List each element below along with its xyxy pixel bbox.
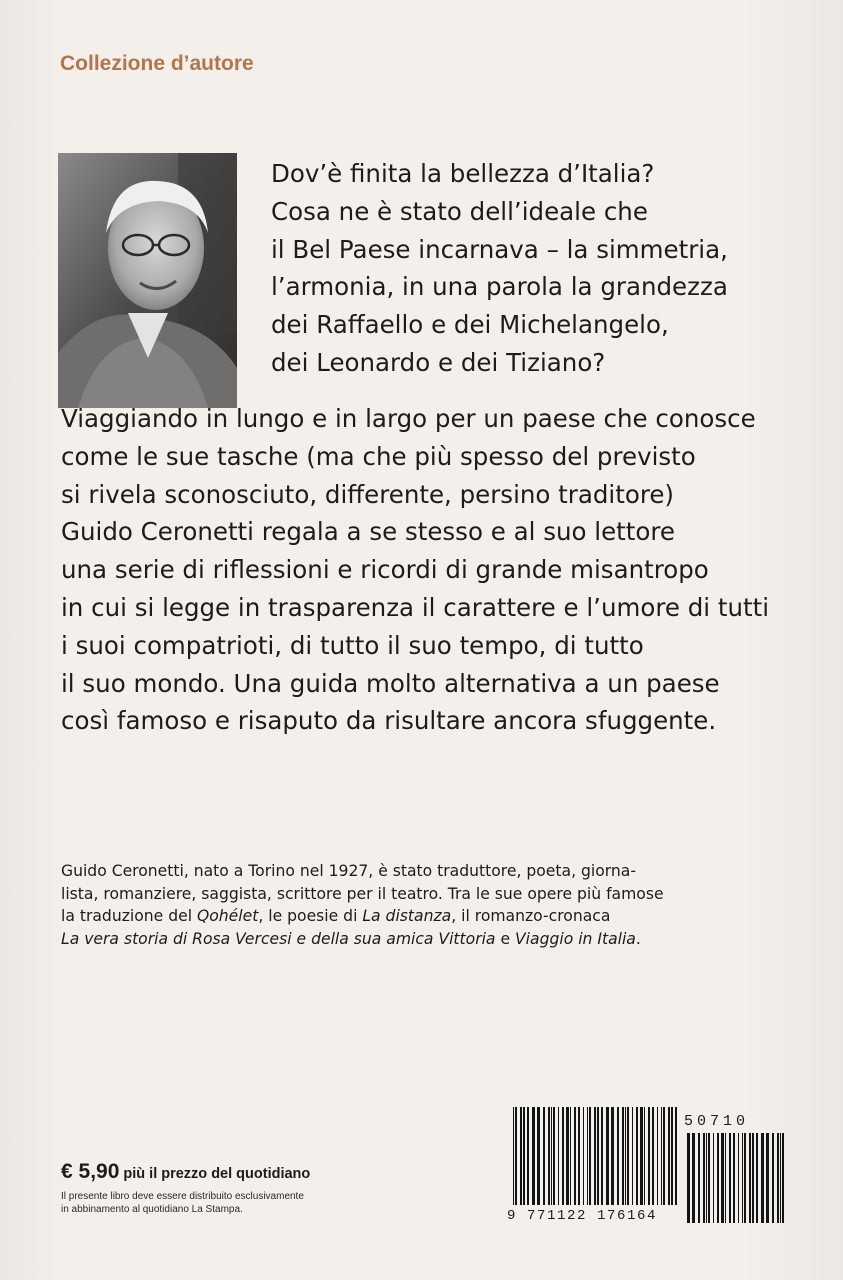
barcode-addon-bar [698, 1133, 700, 1223]
book-title-la-distanza: La distanza [362, 907, 452, 925]
barcode-bar [606, 1107, 609, 1205]
barcode-bar [583, 1107, 584, 1205]
barcode-bar [640, 1107, 643, 1205]
barcode-bar [663, 1107, 665, 1205]
barcode-bar [632, 1107, 633, 1205]
description-line: si rivela sconosciuto, differente, persino traditore) [61, 479, 674, 509]
barcode-bar [644, 1107, 645, 1205]
barcode-addon-bar [733, 1133, 735, 1223]
barcode-addon-bar [752, 1133, 754, 1223]
intro-line: dei Raffaello e dei Michelangelo, [271, 310, 669, 340]
barcode-bar [627, 1107, 629, 1205]
barcode-bar [548, 1107, 550, 1205]
barcode-addon-number: 50710 [684, 1113, 750, 1130]
barcode-bar [523, 1107, 525, 1205]
barcode-bar [668, 1107, 670, 1205]
description-line: una serie di riflessioni e ricordi di grande misantropo [61, 555, 709, 585]
barcode-bar [597, 1107, 599, 1205]
author-photo [58, 153, 237, 408]
barcode-addon-bar [744, 1133, 746, 1223]
intro-line: Cosa ne è stato dell’ideale che [271, 196, 648, 226]
barcode-addon-bar [742, 1133, 743, 1223]
barcode-bar [657, 1107, 658, 1205]
price-amount: € 5,90 [61, 1160, 120, 1183]
barcode-addon-bar [687, 1133, 690, 1223]
barcode-bar [578, 1107, 580, 1205]
barcode-bar [617, 1107, 619, 1205]
bio-text: , le poesie di [258, 907, 363, 925]
barcode-addon-bar [725, 1133, 726, 1223]
description-line: così famoso e risaputo da risultare ancora sfuggente. [61, 706, 717, 736]
barcode-bar [566, 1107, 569, 1205]
barcode-bar [515, 1107, 517, 1205]
barcode-addon-bar [708, 1133, 710, 1223]
barcode-bar [574, 1107, 576, 1205]
intro-line: Dov’è finita la bellezza d’Italia? [271, 159, 655, 188]
bio-text: , il romanzo-cronaca [451, 907, 611, 925]
bio-line [61, 905, 781, 928]
barcode-bar [652, 1107, 654, 1205]
barcode-bar [520, 1107, 522, 1205]
barcode-addon-bar [738, 1133, 739, 1223]
barcode-bar [532, 1107, 535, 1205]
series-label: Collezione d’autore [60, 52, 254, 75]
bio-line: Guido Ceronetti, nato a Torino nel 1927, è stato traduttore, poeta, giorna- [61, 862, 636, 880]
barcode-ean-number: 9 771122 176164 [507, 1208, 658, 1224]
price-line [61, 1160, 310, 1184]
bio-text: e [495, 929, 516, 948]
barcode-addon-bar [772, 1133, 774, 1223]
book-title-viaggio-in-italia: Viaggio in Italia [515, 929, 636, 948]
barcode-addon-bar [729, 1133, 731, 1223]
description-text [61, 400, 801, 740]
barcode-addon-bar [777, 1133, 779, 1223]
barcode-bar [611, 1107, 614, 1205]
barcode-addon-bar [756, 1133, 758, 1223]
barcode-bar [537, 1107, 540, 1205]
description-line: come le sue tasche (ma che più spesso del previsto [61, 441, 696, 471]
intro-line: dei Leonardo e dei Tiziano? [271, 347, 606, 377]
barcode-bar [589, 1107, 591, 1205]
barcode-addon-bar [782, 1133, 784, 1223]
intro-line: l’armonia, in una parola la grandezza [271, 272, 728, 302]
barcode-bar [594, 1107, 596, 1205]
barcode-bar [553, 1107, 555, 1205]
barcode-bar [513, 1107, 514, 1205]
barcode-bar [562, 1107, 564, 1205]
barcode-bar [636, 1107, 638, 1205]
description-line: in cui si legge in trasparenza il carattere e l’umore di tutti [61, 592, 770, 622]
barcode-bar [622, 1107, 624, 1205]
barcode-bar [675, 1107, 677, 1205]
barcode-addon-bar [692, 1133, 695, 1223]
author-bio [61, 860, 781, 950]
note-line: Il presente libro deve essere distribuito esclusivamente [61, 1191, 304, 1202]
bio-text: . [635, 929, 641, 948]
barcode-bar [661, 1107, 662, 1205]
intro-line: il Bel Paese incarnava – la simmetria, [271, 234, 728, 264]
barcode-addon-bar [717, 1133, 719, 1223]
author-portrait-image [58, 153, 237, 408]
barcode-addon-bar [761, 1133, 764, 1223]
barcode-bar [570, 1107, 571, 1205]
barcode-addon-bar [713, 1133, 714, 1223]
barcode-addon-bar [706, 1133, 707, 1223]
book-title-qohelet: Qohélet [196, 907, 259, 925]
intro-text [271, 155, 791, 382]
barcode-addon-bar [780, 1133, 781, 1223]
barcode-bar [587, 1107, 588, 1205]
description-line: Viaggiando in lungo e in largo per un paese che conosce [61, 404, 756, 433]
barcode-bar [601, 1107, 603, 1205]
barcode-bar [671, 1107, 673, 1205]
note-line: in abbinamento al quotidiano La Stampa. [61, 1204, 243, 1215]
bio-line [61, 928, 781, 951]
barcode-bar [625, 1107, 626, 1205]
barcode-bar [648, 1107, 650, 1205]
description-line: Guido Ceronetti regala a se stesso e al suo lettore [61, 517, 675, 547]
barcode-bar [551, 1107, 552, 1205]
description-line: i suoi compatrioti, di tutto il suo tempo, di tutto [61, 630, 644, 660]
barcode-addon-bar [749, 1133, 751, 1223]
barcode-addon-bar [721, 1133, 724, 1223]
barcode-addon-bar [703, 1133, 705, 1223]
bio-text: la traduzione del [61, 907, 197, 925]
barcode-bar [558, 1107, 559, 1205]
description-line: il suo mondo. Una guida molto alternativa a un paese [61, 668, 720, 698]
barcode-addon-bar [766, 1133, 769, 1223]
book-title-rosa-vercesi: La vera storia di Rosa Vercesi e della sua amica Vittoria [61, 929, 496, 948]
barcode-bar [527, 1107, 529, 1205]
distribution-note [61, 1190, 361, 1216]
bio-line: lista, romanziere, saggista, scrittore per il teatro. Tra le sue opere più famose [61, 884, 664, 903]
barcode-bar [543, 1107, 545, 1205]
price-note: più il prezzo del quotidiano [123, 1166, 311, 1182]
